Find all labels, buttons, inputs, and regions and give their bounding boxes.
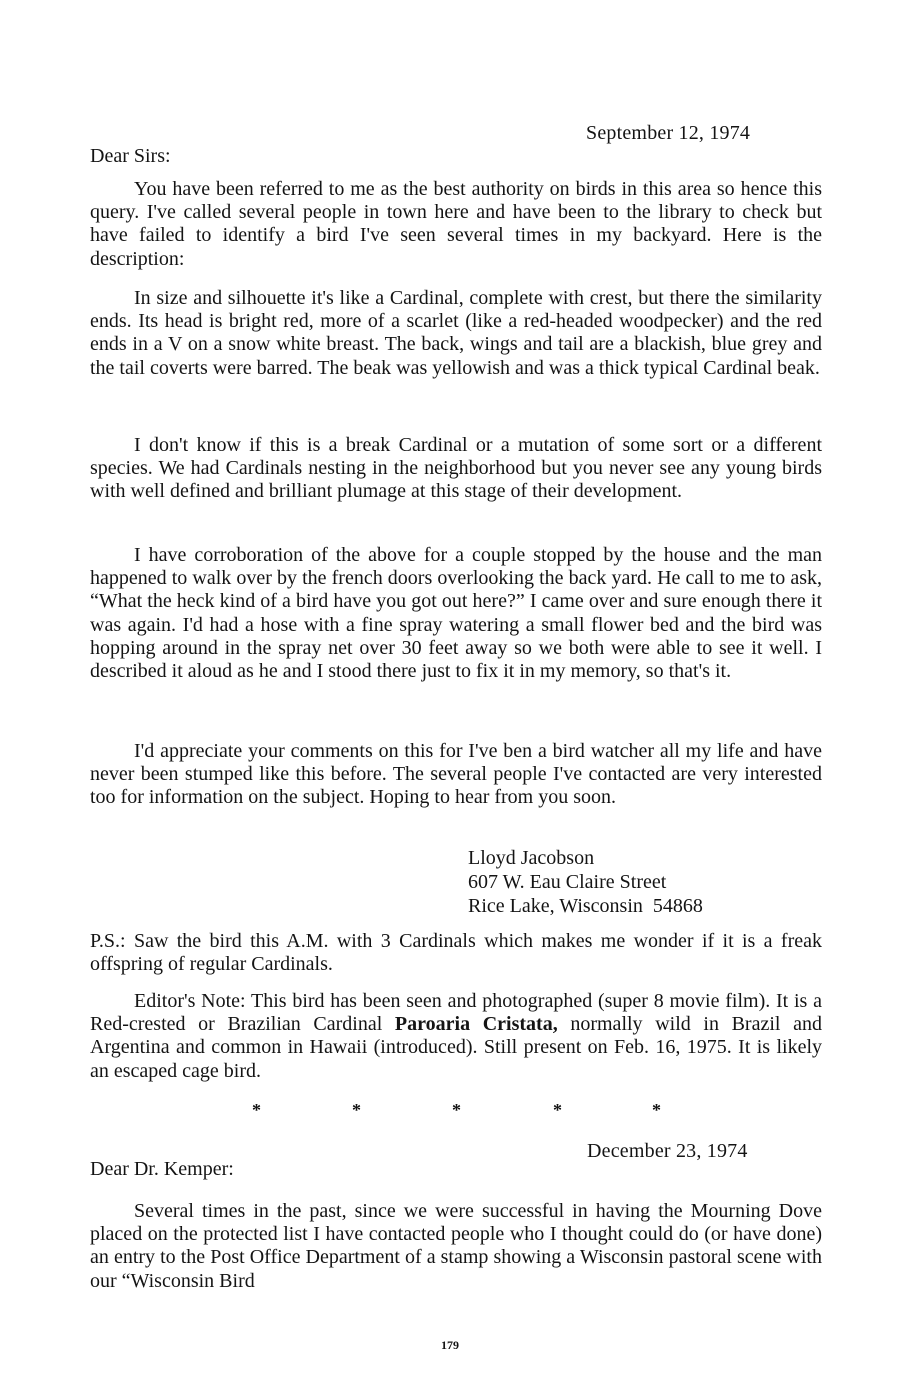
separator-star: * — [352, 1100, 361, 1120]
section-separator — [0, 1100, 900, 1124]
letter-paragraph: Several times in the past, since we were successful in having the Mourning Dove placed on the protected list I have contacted people who I thought could do (or have done) an entry to the Post Office Department of a stamp showing a Wisconsin pastoral scene with our “Wisconsin Bird — [90, 1200, 822, 1292]
editors-note-text-end: normally wild in Brazil and Argentina and common in Hawaii (introduced). Still present on Feb. 16, 1975. It is likely an escaped cage bird. — [90, 1013, 822, 1082]
letter-salutation: Dear Dr. Kemper: — [90, 1158, 234, 1180]
separator-star: * — [553, 1100, 562, 1120]
letter-paragraph: I'd appreciate your comments on this for I've ben a bird watcher all my life and have never been stumped like this before. The several people I've contacted are very interested too for information on the subject. Hoping to hear from you soon. — [90, 740, 822, 809]
page-number: 179 — [441, 1338, 459, 1352]
signature-street: 607 W. Eau Claire Street — [468, 871, 667, 893]
letter-paragraph: I have corroboration of the above for a couple stopped by the house and the man happened to walk over by the french doors overlooking the back yard. He call to me to ask, “What the heck kind of a bird have you got out here?” I came over and sure enough there it was again. I'd had a hose with a fine spray watering a small flower bed and the bird was hopping around in the spray net over 30 feet away so we both were able to see it well. I described it aloud as he and I stood there just to fix it in my memory, so that's it. — [90, 544, 822, 683]
editors-note — [90, 990, 822, 1083]
letter-date: December 23, 1974 — [587, 1140, 748, 1162]
scientific-name: Paroaria Cristata, — [394, 1013, 558, 1036]
signature-city: Rice Lake, Wisconsin 54868 — [468, 895, 703, 917]
signature-name: Lloyd Jacobson — [468, 847, 595, 869]
letter-paragraph: In size and silhouette it's like a Cardinal, complete with crest, but there the similarity ends. Its head is bright red, more of a scarlet (like a red-headed woodpecker) and the red ends in a V on a snow white breast. The back, wings and tail are a blackish, blue grey and the tail coverts were barred. The beak was yellowish and was a thick typical Cardinal beak. — [90, 287, 822, 379]
letter-salutation: Dear Sirs: — [90, 145, 171, 167]
separator-star: * — [652, 1100, 661, 1120]
editors-note-text: Editor's Note: This bird has been seen and photographed (super 8 movie film). It is a Red-crested or Brazilian Cardinal — [90, 990, 822, 1036]
separator-star: * — [252, 1100, 261, 1120]
postscript: P.S.: Saw the bird this A.M. with 3 Cardinals which makes me wonder if it is a freak offspring of regular Cardinals. — [90, 930, 822, 976]
letter-paragraph: I don't know if this is a break Cardinal or a mutation of some sort or a different species. We had Cardinals nesting in the neighborhood but you never see any young birds with well defined and brilliant plumage at this stage of their development. — [90, 434, 822, 503]
separator-star: * — [452, 1100, 461, 1120]
signature-block — [468, 846, 703, 918]
letter-paragraph: You have been referred to me as the best authority on birds in this area so hence this query. I've called several people in town here and have been to the library to check but have failed to identify a bird I've seen several times in my backyard. Here is the description: — [90, 178, 822, 270]
letter-date: September 12, 1974 — [586, 122, 751, 144]
